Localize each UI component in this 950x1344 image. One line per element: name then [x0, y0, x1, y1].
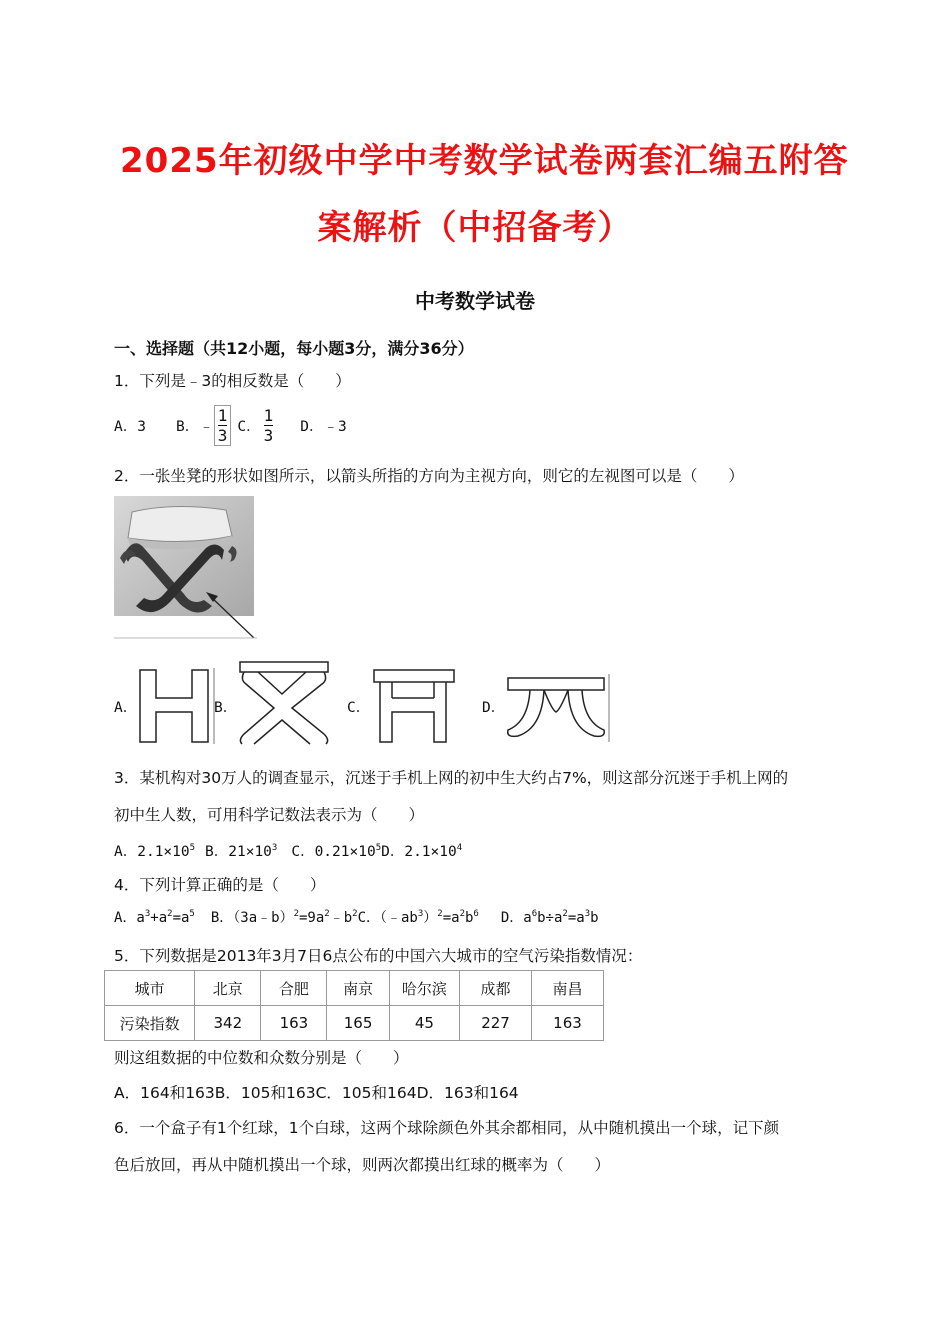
- question-2-stem: 2．一张坐凳的形状如图所示，以箭头所指的方向为主视方向，则它的左视图可以是（ ）: [114, 467, 744, 485]
- option-a: A．3: [114, 418, 146, 435]
- question-1-options: [114, 404, 347, 446]
- fraction-denominator: 3: [263, 425, 274, 445]
- option-c: C．$(﹣ab^3)^2=a^2b^6$: [357, 909, 479, 926]
- option-b-label: B．﹣: [175, 418, 214, 435]
- question-4-stem: 4．下列计算正确的是（ ）: [114, 876, 326, 894]
- question-4-options: [114, 907, 599, 927]
- section-heading: 一、选择题（共12小题，每小题3分，满分36分）: [114, 339, 474, 358]
- option-b-figure: [232, 658, 332, 746]
- option-a: A．$2.1\times 10^5$: [114, 843, 196, 860]
- table-cell: 165: [327, 1006, 389, 1041]
- table-cell: 163: [532, 1006, 604, 1041]
- option-c-fraction: [261, 406, 277, 445]
- fraction-numerator: 1: [263, 405, 274, 425]
- option-b-label: B．: [214, 700, 238, 716]
- question-6-stem-line-1: 6．一个盒子有1个红球，1个白球，这两个球除颜色外其余都相同，从中随机摸出一个球，记下颜: [114, 1119, 780, 1137]
- option-d: D．$2.1\times 10^4$: [381, 843, 463, 860]
- question-1-stem: 1．下列是﹣3的相反数是（ ）: [114, 372, 351, 390]
- table-cell: 污染指数: [105, 1006, 195, 1041]
- question-5-stem: 5．下列数据是2013年3月7日6点公布的中国六大城市的空气污染指数情况：: [114, 947, 643, 965]
- table-cell: 南京: [327, 971, 389, 1006]
- table-cell: 哈尔滨: [389, 971, 459, 1006]
- question-5-follow-up: 则这组数据的中位数和众数分别是（ ）: [114, 1049, 409, 1067]
- question-3-stem-line-1: 3．某机构对30万人的调查显示，沉迷于手机上网的初中生大约占7%，则这部分沉迷于手机上网的: [114, 769, 789, 787]
- table-cell: 45: [389, 1006, 459, 1041]
- table-cell: 227: [460, 1006, 532, 1041]
- table-cell: 342: [195, 1006, 261, 1041]
- table-cell: 南昌: [532, 971, 604, 1006]
- table-cell: 北京: [195, 971, 261, 1006]
- option-b: B．$(3a﹣b)^2=9a^2﹣b^2$: [210, 909, 358, 926]
- document-title-line-2: 案解析（中招备考）: [317, 208, 633, 248]
- table-cell: 城市: [105, 971, 195, 1006]
- option-d: D．$a^6b\div a^2=a^3b$: [500, 909, 599, 926]
- fraction-denominator: 3: [217, 425, 228, 445]
- option-d-label: D．: [482, 700, 506, 716]
- option-c-label: C．: [237, 418, 261, 435]
- pollution-table: [104, 970, 604, 1041]
- stool-photo: [114, 496, 260, 640]
- option-d-figure: [504, 672, 614, 744]
- question-5-options: A．164和163B．105和163C．105和164D．163和164: [114, 1084, 519, 1102]
- option-c-label: C．: [347, 700, 371, 716]
- table-cell: 合肥: [261, 971, 327, 1006]
- option-a-figure: [134, 666, 218, 746]
- option-b-fraction: [214, 405, 232, 446]
- exam-subtitle: 中考数学试卷: [415, 289, 535, 313]
- option-d: D．﹣3: [300, 418, 347, 435]
- question-3-options: [114, 840, 462, 861]
- option-c-figure: [370, 666, 460, 746]
- fraction-numerator: 1: [217, 405, 228, 425]
- option-b: B．$21\times 10^3$: [205, 843, 278, 860]
- table-cell: 成都: [460, 971, 532, 1006]
- table-row: [105, 1006, 604, 1041]
- question-6-stem-line-2: 色后放回，再从中随机摸出一个球，则两次都摸出红球的概率为（ ）: [114, 1156, 611, 1174]
- document-title-line-1: 2025年初级中学中考数学试卷两套汇编五附答: [120, 141, 849, 181]
- question-3-stem-line-2: 初中生人数，可用科学记数法表示为（ ）: [114, 806, 425, 824]
- option-c: C．$0.21\times 10^5$: [291, 843, 382, 860]
- option-a: A．$a^3+a^2=a^5$: [114, 909, 195, 926]
- table-header-row: [105, 971, 604, 1006]
- option-a-label: A．: [114, 700, 138, 716]
- table-cell: 163: [261, 1006, 327, 1041]
